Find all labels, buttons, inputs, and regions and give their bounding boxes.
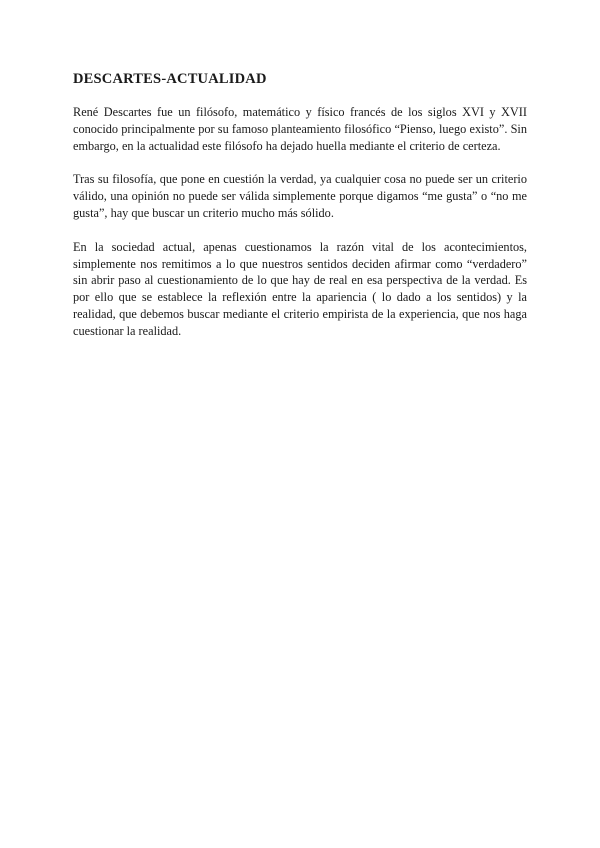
document-title: DESCARTES-ACTUALIDAD (73, 71, 267, 87)
paragraph-philosophy: Tras su filosofía, que pone en cuestión la verdad, ya cualquier cosa no puede ser un criterio válido, una opinión no puede ser válida simplemente porque digamos “me gusta” o “no me gusta”, hay que buscar un criterio mucho más sólido. (73, 172, 527, 220)
document-body (73, 70, 527, 357)
paragraph-society: En la sociedad actual, apenas cuestionamos la razón vital de los acontecimientos, simplemente nos remitimos a lo que nuestros sentidos deciden afirmar como “verdadero” sin abrir paso al cuestionamiento de lo que hay de real en esa perspectiva de la verdad. Es por ello que se establece la reflexión entre la apariencia ( lo dado a los sentidos) y la realidad, que debemos buscar mediante el criterio empirista de la experiencia, que nos haga cuestionar la realidad. (73, 239, 527, 338)
paragraph-intro: René Descartes fue un filósofo, matemático y físico francés de los siglos XVI y XVII conocido principalmente por su famoso planteamiento filosófico “Pienso, luego existo”. Sin embargo, en la actualidad este filósofo ha dejado huella mediante el criterio de certeza. (73, 105, 527, 153)
